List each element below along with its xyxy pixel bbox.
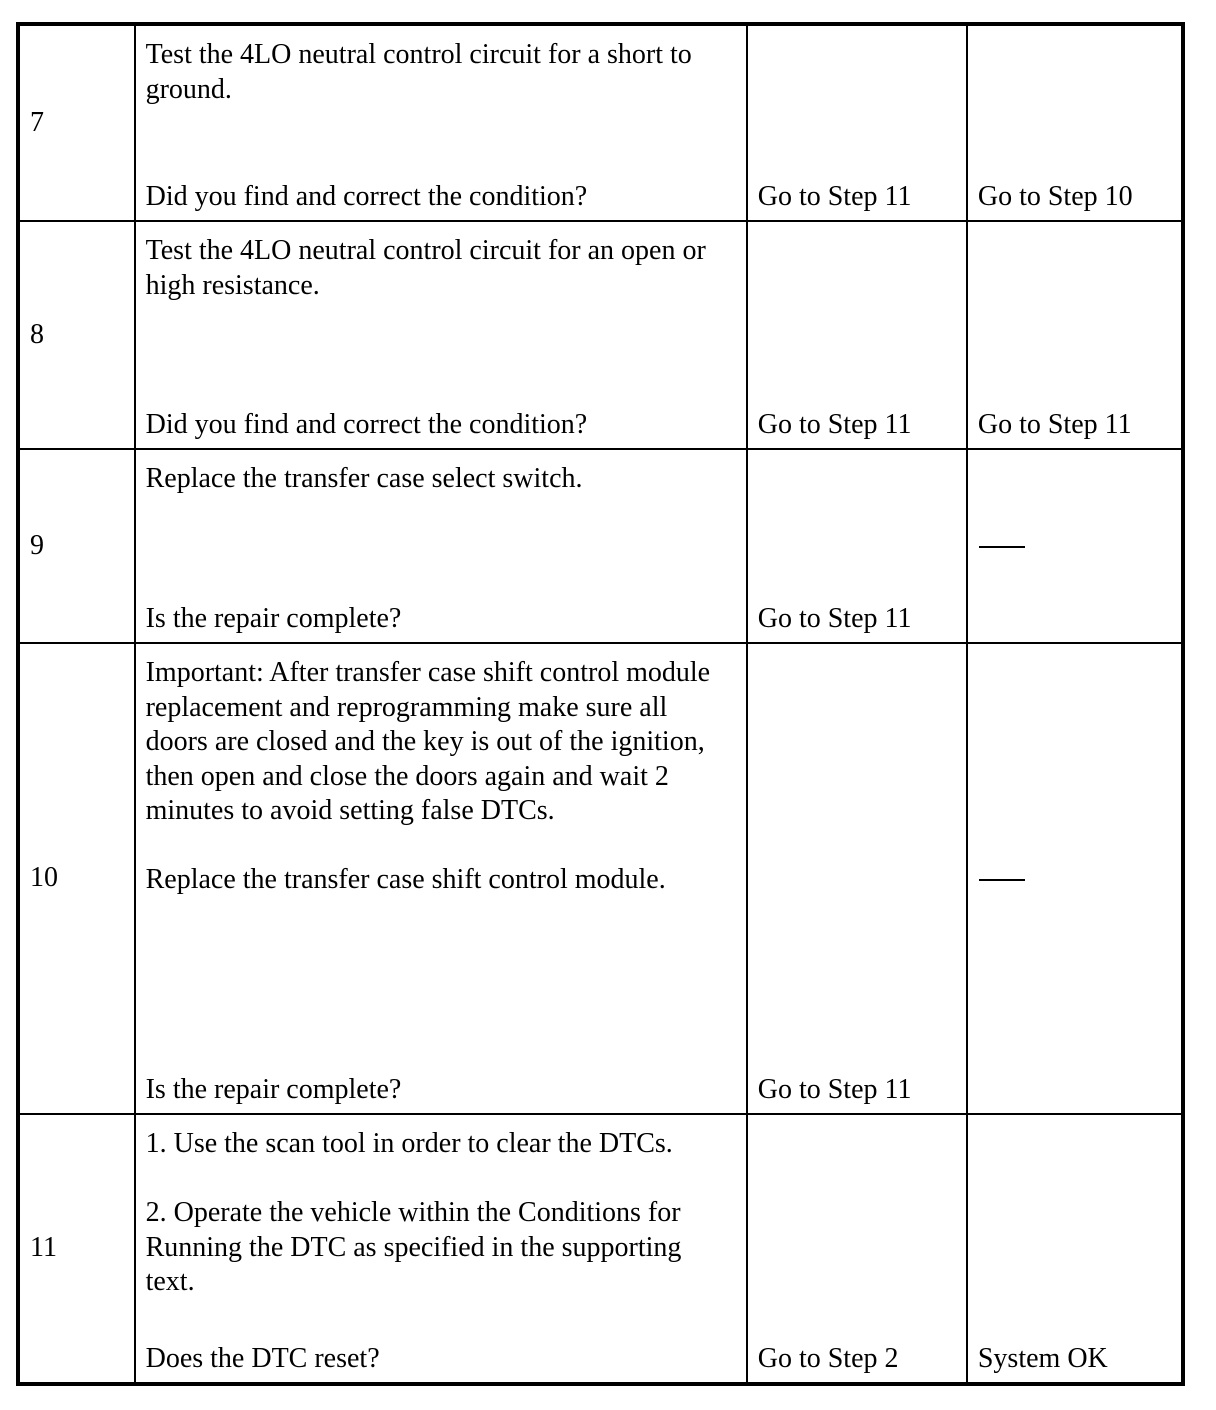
no-cell	[967, 449, 1183, 643]
question-text: Is the repair complete?	[145, 602, 402, 634]
no-result: System OK	[977, 1342, 1108, 1374]
yes-result: Go to Step 2	[757, 1342, 899, 1374]
step-number: 7	[18, 24, 135, 221]
yes-cell	[747, 643, 967, 1114]
action-text: Replace the transfer case shift control module.	[145, 864, 666, 895]
question-text: Is the repair complete?	[145, 1073, 402, 1105]
yes-cell	[747, 449, 967, 643]
yes-result: Go to Step 11	[757, 602, 912, 634]
table-row-step-10	[18, 643, 1183, 1114]
action-text: Test the 4LO neutral control circuit for an open or high resistance.	[145, 235, 706, 301]
no-cell	[967, 24, 1183, 221]
table-row-step-8	[18, 221, 1183, 449]
no-result: Go to Step 11	[977, 408, 1132, 440]
action-text: 1. Use the scan tool in order to clear the DTCs.	[145, 1128, 673, 1159]
no-result: Go to Step 10	[977, 180, 1133, 212]
step-number: 9	[18, 449, 135, 643]
table-row-step-9	[18, 449, 1183, 643]
important-note: Important: After transfer case shift control module replacement and reprogramming make sure all doors are closed and the key is out of the ignition, then open and close the doors again and wait 2 minutes to avoid setting false DTCs.	[145, 657, 711, 826]
no-result-dash	[979, 879, 1025, 881]
step-number: 11	[18, 1114, 135, 1384]
action-text: 2. Operate the vehicle within the Conditions for Running the DTC as specified in the supporting text.	[145, 1197, 682, 1297]
question-text: Did you find and correct the condition?	[145, 408, 588, 440]
yes-result: Go to Step 11	[757, 180, 912, 212]
yes-result: Go to Step 11	[757, 408, 912, 440]
yes-result: Go to Step 11	[757, 1073, 912, 1105]
action-text: Replace the transfer case select switch.	[145, 463, 583, 494]
action-cell	[135, 449, 747, 643]
diagnostic-table	[16, 22, 1185, 1386]
action-cell	[135, 24, 747, 221]
yes-cell	[747, 1114, 967, 1384]
no-cell	[967, 221, 1183, 449]
no-result-dash	[979, 546, 1025, 548]
table-row-step-11	[18, 1114, 1183, 1384]
table-row-step-7	[18, 24, 1183, 221]
yes-cell	[747, 24, 967, 221]
action-cell	[135, 1114, 747, 1384]
action-cell	[135, 643, 747, 1114]
question-text: Does the DTC reset?	[145, 1342, 380, 1374]
no-cell	[967, 1114, 1183, 1384]
step-number: 10	[18, 643, 135, 1114]
action-text: Test the 4LO neutral control circuit for a short to ground.	[145, 39, 692, 105]
question-text: Did you find and correct the condition?	[145, 180, 588, 212]
no-cell	[967, 643, 1183, 1114]
step-number: 8	[18, 221, 135, 449]
action-cell	[135, 221, 747, 449]
yes-cell	[747, 221, 967, 449]
